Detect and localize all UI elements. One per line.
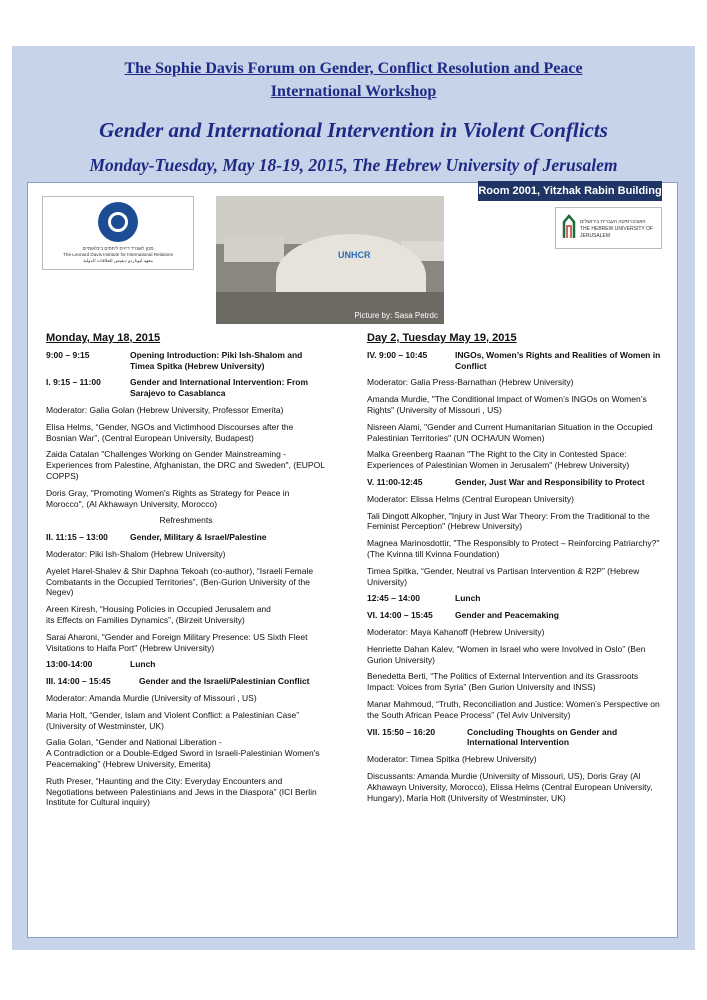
session-title: Gender and International Intervention: From Sarajevo to Casablanca (130, 377, 309, 399)
session-2 (46, 532, 326, 543)
forum-title: The Sophie Davis Forum on Gender, Conflict Resolution and Peace (124, 60, 583, 77)
session-title: Gender, Military & Israel/Palestine (130, 532, 267, 543)
session-time: I. 9:15 – 11:00 (46, 377, 101, 388)
talk: Malka Greenberg Raanan "The Right to the City in Contested Space: Experiences of Palestinian Women in Jerusalem" (Hebrew University) (367, 449, 630, 471)
workshop-title: Gender and International Intervention in Violent Conflicts (99, 118, 608, 142)
talk (46, 737, 326, 769)
talk-line: its Effects on Families Dynamics”, (Birzeit University) (46, 614, 245, 625)
day2-heading: Day 2, Tuesday May 19, 2015 (367, 332, 517, 344)
logo-caption-english: The Leonard Davis Institute for International Relations (63, 252, 173, 257)
talk: Manar Mahmoud, “Truth, Reconciliation and Justice: Women’s Perspective on the South African Peace Process” (Tel Aviv University) (367, 698, 660, 720)
session-title: Gender, Just War and Responsibility to Protect (455, 476, 645, 487)
session-time: 9:00 – 9:15 (46, 349, 90, 360)
moderator: Moderator: Galia Golan (Hebrew University, Professor Emerita) (46, 404, 284, 415)
hebrew-university-logo (555, 207, 662, 249)
moderator: Moderator: Galia Press-Barnathan (Hebrew University) (367, 377, 574, 388)
talk: Nisreen Alami, "Gender and Current Humanitarian Situation in the Occupied Palestinian Territories" (UN OCHA/UN Women) (367, 421, 653, 443)
davis-institute-logo (42, 196, 194, 270)
moderator: Moderator: Piki Ish-Shalom (Hebrew University) (46, 548, 226, 559)
talk-line: Areen Kiresh, “Housing Policies in Occupied Jerusalem and (46, 604, 271, 615)
talk: Timea Spitka, “Gender, Neutral vs Partisan Intervention & R2P” (Hebrew University) (367, 565, 640, 587)
talk: Tali Dingott Alkopher, "Injury in Just War Theory: From the Traditional to the Feminist Perception" (Hebrew University) (367, 510, 650, 532)
talk: Benedetta Berti, “The Politics of External Intervention and its Grassroots Impact: Voices from Syria” (Ben Gurion University and INSS) (367, 671, 639, 693)
session-3 (46, 676, 326, 687)
session-6 (367, 610, 663, 621)
logo-caption-arabic: معهد ليوناردو ديفيس للعلاقات الدولية (83, 258, 153, 263)
talk: Henriette Dahan Kalev, “Women in Israel who were Involved in Oslo” (Ben Gurion University) (367, 643, 646, 665)
session-title: Concluding Thoughts on Gender and International Intervention (467, 726, 618, 748)
talk: Zaida Catalan "Challenges Working on Gender Mainstreaming - Experiences from Palestine, Afghanistan, the DRC and Sweden", (EUPOL COPPS) (46, 449, 325, 481)
session-opening (46, 350, 326, 372)
talk: Maria Holt, “Gender, Islam and Violent Conflict: a Palestinian Case” (University of Westminster, UK) (46, 709, 300, 731)
talk: Ayelet Harel-Shalev & Shir Daphna Tekoah (co-author), “Israeli Female Combatants in the Occupied Territories”, (Ben-Gurion University of the Negev) (46, 565, 314, 598)
session-title: Gender and the Israeli/Palestinian Conflict (139, 676, 310, 687)
talk-line: Galia Golan, “Gender and National Liberation - (46, 737, 222, 748)
university-name-english: THE HEBREW UNIVERSITY OF JERUSALEM (580, 226, 653, 239)
photo-credit: Picture by: Sasa Petrdc (354, 311, 438, 320)
lunch-time: 12:45 – 14:00 (367, 593, 420, 604)
room-badge: Room 2001, Yitzhak Rabin Building (478, 181, 662, 201)
day1-column (46, 333, 326, 814)
talk: Sarai Aharoni, "Gender and Foreign Military Presence: US Sixth Fleet Visitations to Haifa Port" (Hebrew University) (46, 631, 308, 653)
lunch-break (367, 593, 663, 604)
lunch-break (46, 659, 326, 670)
session-time: III. 14:00 – 15:45 (46, 676, 111, 687)
event-type: International Workshop (270, 83, 437, 100)
session-title: Gender and Peacemaking (455, 610, 559, 621)
session-time: IV. 9:00 – 10:45 (367, 349, 428, 360)
date-place: Monday-Tuesday, May 18-19, 2015, The Hebrew University of Jerusalem (89, 155, 618, 175)
session-time: VII. 15:50 – 16:20 (367, 726, 436, 737)
university-caption (580, 219, 658, 240)
day2-column (367, 333, 663, 809)
talk (46, 604, 326, 626)
lunch-label: Lunch (130, 659, 156, 670)
session-time: VI. 14:00 – 15:45 (367, 610, 433, 621)
refreshments-break: Refreshments (159, 515, 213, 526)
session-title: Opening Introduction: Piki Ish-Shalom and Timea Spitka (Hebrew University) (130, 349, 303, 371)
university-name-hebrew: האוניברסיטה העברית בירושלים (580, 219, 646, 225)
session-time: V. 11:00-12:45 (367, 476, 423, 487)
talk-line: A Contradiction or a Double-Edged Sword in Israeli-Palestinian Women's Peacemaking” (Hebrew University, Emerita) (46, 748, 320, 769)
talk: Ruth Preser, “Haunting and the City: Everyday Encounters and Negotiations between Palestinians and Jews in the Diaspora” (ICI Berlin Institute for Cultural inquiry) (46, 775, 317, 808)
moderator: Moderator: Amanda Murdie (University of Missouri , US) (46, 692, 257, 703)
talk: Elisa Helms, “Gender, NGOs and Victimhood Discourses after the Bosnian War”, (Central European University, Budapest) (46, 421, 294, 443)
logo-caption-hebrew: מכון לאונרד דייויס ליחסים בינלאומיים (82, 246, 154, 251)
lunch-label: Lunch (455, 593, 481, 604)
talk: Doris Gray, "Promoting Women's Rights as Strategy for Peace in Morocco", (Al Akhawayn University, Morocco) (46, 487, 290, 509)
refugee-camp-photo (216, 196, 444, 324)
tent-label: UNHCR (338, 250, 371, 260)
talk: Amanda Murdie, "The Conditional Impact of Women’s INGOs on Women’s Rights" (University of Missouri , US) (367, 394, 647, 415)
globe-icon (98, 202, 138, 242)
discussants: Discussants: Amanda Murdie (University of Missouri, US), Doris Gray (Al Akhawayn University, Morocco), Elissa Helms (Central European University, Hungary), Maria Holt (University of Westminster, UK) (367, 770, 653, 803)
lunch-time: 13:00-14:00 (46, 659, 93, 670)
session-time: II. 11:15 – 13:00 (46, 532, 108, 543)
session-5 (367, 477, 663, 488)
moderator: Moderator: Elissa Helms (Central European University) (367, 493, 574, 504)
university-emblem-icon (562, 214, 576, 240)
talk: Magnea Marinosdottir, "The Responsibly to Protect – Reinforcing Patriarchy?" (The Kvinna till Kvinna Foundation) (367, 538, 660, 559)
session-1 (46, 377, 326, 399)
session-7 (367, 727, 663, 749)
session-4 (367, 350, 663, 372)
moderator: Moderator: Maya Kahanoff (Hebrew University) (367, 626, 545, 637)
day1-heading: Monday, May 18, 2015 (46, 332, 161, 344)
moderator: Moderator: Timea Spitka (Hebrew University) (367, 754, 537, 765)
session-title: INGOs, Women’s Rights and Realities of Women in Conflict (455, 349, 661, 371)
